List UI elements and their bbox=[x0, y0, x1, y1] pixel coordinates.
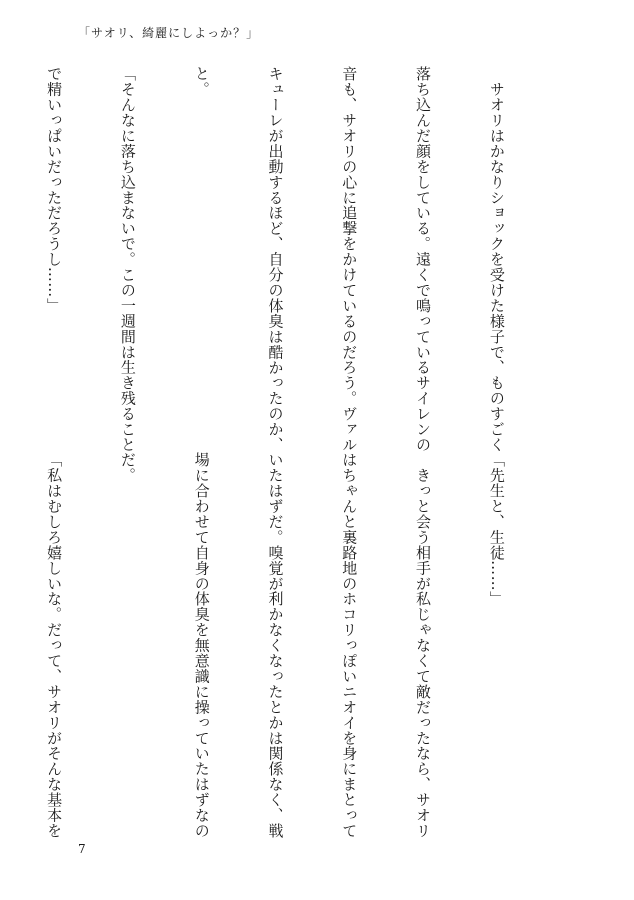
text-line: 場に合わせて自身の体臭を無意識に操っていたはずなの bbox=[192, 452, 211, 839]
page-number: 7 bbox=[78, 842, 86, 856]
text-line: いたはずだ。嗅覚が利かなくなったとかは関係なく、戦 bbox=[266, 452, 285, 839]
running-header: 「サオリ、綺麗にしよっか？」 bbox=[78, 26, 260, 40]
text-line: だ。 bbox=[118, 452, 137, 483]
text-line: 「私はむしろ嬉しいな。だって、サオリがそんな基本を bbox=[45, 452, 64, 839]
text-line: で精いっぱいだっただろうし……」 bbox=[45, 66, 64, 314]
text-line: 「そんなに落ち込まないで。この一週間は生き残ること bbox=[118, 66, 137, 453]
text-line: サオリはかなりショックを受けた様子で、ものすごく bbox=[487, 66, 506, 453]
text-line: 落ち込んだ顔をしている。遠くで鳴っているサイレンの bbox=[414, 66, 433, 453]
text-line: と。 bbox=[192, 66, 211, 97]
body-text-bottom bbox=[0, 452, 558, 839]
text-line: キューレが出動するほど、自分の体臭は酷かったのか、 bbox=[266, 66, 285, 453]
body-text-top bbox=[0, 66, 558, 453]
text-line: きっと会う相手が私じゃなくて敵だったなら、サオリ bbox=[414, 452, 433, 839]
text-line: はちゃんと裏路地のホコリっぽいニオイを身にまとって bbox=[340, 452, 359, 839]
text-line: 「先生と、生徒……」 bbox=[487, 452, 506, 607]
text-line: 音も、サオリの心に追撃をかけているのだろう。ヴァル bbox=[340, 66, 359, 453]
